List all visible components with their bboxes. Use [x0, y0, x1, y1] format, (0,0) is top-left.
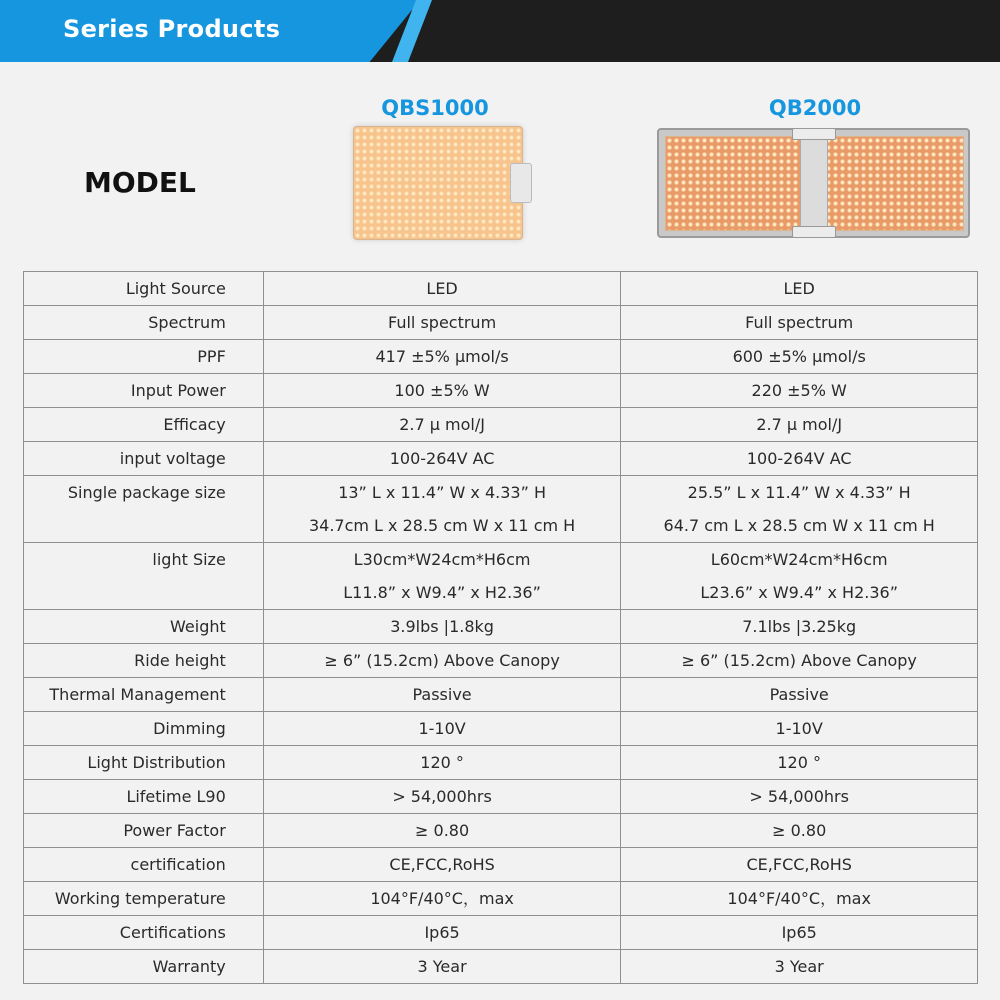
spec-value-product-1 [263, 374, 621, 408]
spec-value-product-2 [621, 644, 978, 678]
spec-value-line: 1-10V [775, 718, 823, 738]
spec-value-line: ≥ 6” (15.2cm) Above Canopy [324, 650, 560, 670]
product-name-2: QB2000 [768, 96, 862, 120]
spec-label: Dimming [24, 712, 264, 746]
spec-value-product-2 [621, 882, 978, 916]
spec-value-line: 7.1lbs |3.25kg [742, 616, 857, 636]
spec-value-line: > 54,000hrs [749, 786, 849, 806]
spec-row [24, 712, 978, 746]
spec-value-line: Full spectrum [388, 312, 497, 332]
spec-value-line: Ip65 [424, 922, 460, 942]
spec-label: Lifetime L90 [24, 780, 264, 814]
qb2000-right-board [824, 136, 964, 231]
spec-value-product-1 [263, 408, 621, 442]
spec-value-product-1 [263, 848, 621, 882]
spec-row [24, 644, 978, 678]
spec-value-product-1 [263, 814, 621, 848]
spec-value-product-1 [263, 882, 621, 916]
spec-value-product-1 [263, 678, 621, 712]
qbs1000-product-image [353, 126, 523, 240]
spec-value-line: 64.7 cm L x 28.5 cm W x 11 cm H [663, 515, 935, 535]
spec-value-product-1 [263, 543, 621, 610]
spec-value-line: 100-264V AC [746, 448, 852, 468]
spec-label: PPF [24, 340, 264, 374]
spec-value-line: ≥ 6” (15.2cm) Above Canopy [681, 650, 917, 670]
spec-value-product-2 [621, 543, 978, 610]
spec-row [24, 814, 978, 848]
spec-row [24, 780, 978, 814]
spec-value-line: 600 ±5% μmol/s [732, 346, 866, 366]
spec-label: input voltage [24, 442, 264, 476]
spec-row [24, 950, 978, 984]
spec-value-line: Passive [412, 684, 472, 704]
spec-value-product-2 [621, 712, 978, 746]
spec-value-product-1 [263, 916, 621, 950]
spec-value-line: 3.9lbs |1.8kg [390, 616, 494, 636]
spec-value-product-1 [263, 340, 621, 374]
spec-value-product-2 [621, 814, 978, 848]
spec-value-line: L30cm*W24cm*H6cm [353, 549, 531, 569]
spec-value-line: 25.5” L x 11.4” W x 4.33” H [687, 482, 911, 502]
spec-value-line: 100 ±5% W [394, 380, 490, 400]
spec-value-line: 120 ° [420, 752, 464, 772]
qb2000-bracket-bottom [792, 226, 836, 238]
spec-row [24, 476, 978, 543]
spec-label: Weight [24, 610, 264, 644]
spec-table [23, 271, 978, 984]
spec-label: Certifications [24, 916, 264, 950]
spec-row [24, 678, 978, 712]
spec-value-line: 34.7cm L x 28.5 cm W x 11 cm H [308, 515, 576, 535]
spec-value-line: 104°F/40°C，max [727, 888, 871, 908]
spec-value-product-2 [621, 306, 978, 340]
spec-label: Power Factor [24, 814, 264, 848]
spec-value-line: CE,FCC,RoHS [746, 854, 852, 874]
spec-value-product-1 [263, 746, 621, 780]
spec-value-product-1 [263, 780, 621, 814]
header-banner [0, 0, 1000, 62]
spec-label: Efficacy [24, 408, 264, 442]
spec-value-product-2 [621, 916, 978, 950]
spec-label: Light Source [24, 272, 264, 306]
qb2000-bracket-top [792, 128, 836, 140]
spec-value-line: L23.6” x W9.4” x H2.36” [700, 582, 898, 602]
spec-value-line: Passive [769, 684, 829, 704]
spec-value-line: ≥ 0.80 [415, 820, 470, 840]
spec-label: Light Distribution [24, 746, 264, 780]
spec-label: light Size [24, 543, 264, 610]
model-label: MODEL [84, 166, 196, 199]
spec-label: Thermal Management [24, 678, 264, 712]
spec-value-product-2 [621, 746, 978, 780]
spec-label: Ride height [24, 644, 264, 678]
spec-value-product-2 [621, 848, 978, 882]
spec-value-product-1 [263, 610, 621, 644]
spec-value-line: 13” L x 11.4” W x 4.33” H [338, 482, 546, 502]
spec-row [24, 610, 978, 644]
spec-value-line: > 54,000hrs [392, 786, 492, 806]
spec-value-product-2 [621, 610, 978, 644]
qb2000-center-bar [800, 132, 828, 236]
spec-value-product-2 [621, 950, 978, 984]
spec-value-line: 120 ° [777, 752, 821, 772]
product-name-1: QBS1000 [381, 96, 489, 120]
spec-value-product-1 [263, 950, 621, 984]
spec-value-product-2 [621, 272, 978, 306]
spec-label: Warranty [24, 950, 264, 984]
spec-value-line: CE,FCC,RoHS [389, 854, 495, 874]
spec-value-line: LED [783, 278, 815, 298]
spec-value-line: 220 ±5% W [751, 380, 847, 400]
spec-value-line: 3 Year [417, 956, 467, 976]
spec-row [24, 408, 978, 442]
spec-row [24, 442, 978, 476]
spec-label: Working temperature [24, 882, 264, 916]
spec-value-line: 417 ±5% μmol/s [375, 346, 509, 366]
spec-value-product-2 [621, 340, 978, 374]
driver-bracket [510, 163, 532, 203]
spec-value-product-1 [263, 476, 621, 543]
spec-row [24, 374, 978, 408]
spec-value-line: Full spectrum [745, 312, 854, 332]
spec-row [24, 746, 978, 780]
spec-value-product-2 [621, 442, 978, 476]
spec-row [24, 340, 978, 374]
spec-value-product-2 [621, 678, 978, 712]
spec-value-line: L60cm*W24cm*H6cm [710, 549, 888, 569]
spec-value-line: LED [426, 278, 458, 298]
spec-value-product-2 [621, 476, 978, 543]
spec-value-product-2 [621, 780, 978, 814]
page-title: Series Products [63, 15, 281, 43]
spec-value-product-2 [621, 408, 978, 442]
spec-row [24, 306, 978, 340]
spec-label: Single package size [24, 476, 264, 543]
spec-label: Input Power [24, 374, 264, 408]
spec-value-line: ≥ 0.80 [772, 820, 827, 840]
spec-label: certification [24, 848, 264, 882]
spec-value-line: 2.7 μ mol/J [399, 414, 485, 434]
spec-value-product-1 [263, 306, 621, 340]
spec-value-line: 2.7 μ mol/J [756, 414, 843, 434]
spec-value-line: 3 Year [774, 956, 824, 976]
spec-value-product-1 [263, 644, 621, 678]
spec-row [24, 272, 978, 306]
spec-value-line: L11.8” x W9.4” x H2.36” [343, 582, 541, 602]
spec-value-product-1 [263, 712, 621, 746]
spec-value-product-1 [263, 272, 621, 306]
spec-row [24, 916, 978, 950]
spec-value-line: Ip65 [781, 922, 817, 942]
spec-label: Spectrum [24, 306, 264, 340]
spec-row [24, 882, 978, 916]
spec-value-product-1 [263, 442, 621, 476]
spec-value-product-2 [621, 374, 978, 408]
spec-row [24, 848, 978, 882]
qb2000-left-board [665, 136, 805, 231]
spec-value-line: 104°F/40°C，max [370, 888, 514, 908]
spec-row [24, 543, 978, 610]
spec-value-line: 100-264V AC [389, 448, 495, 468]
spec-value-line: 1-10V [418, 718, 466, 738]
